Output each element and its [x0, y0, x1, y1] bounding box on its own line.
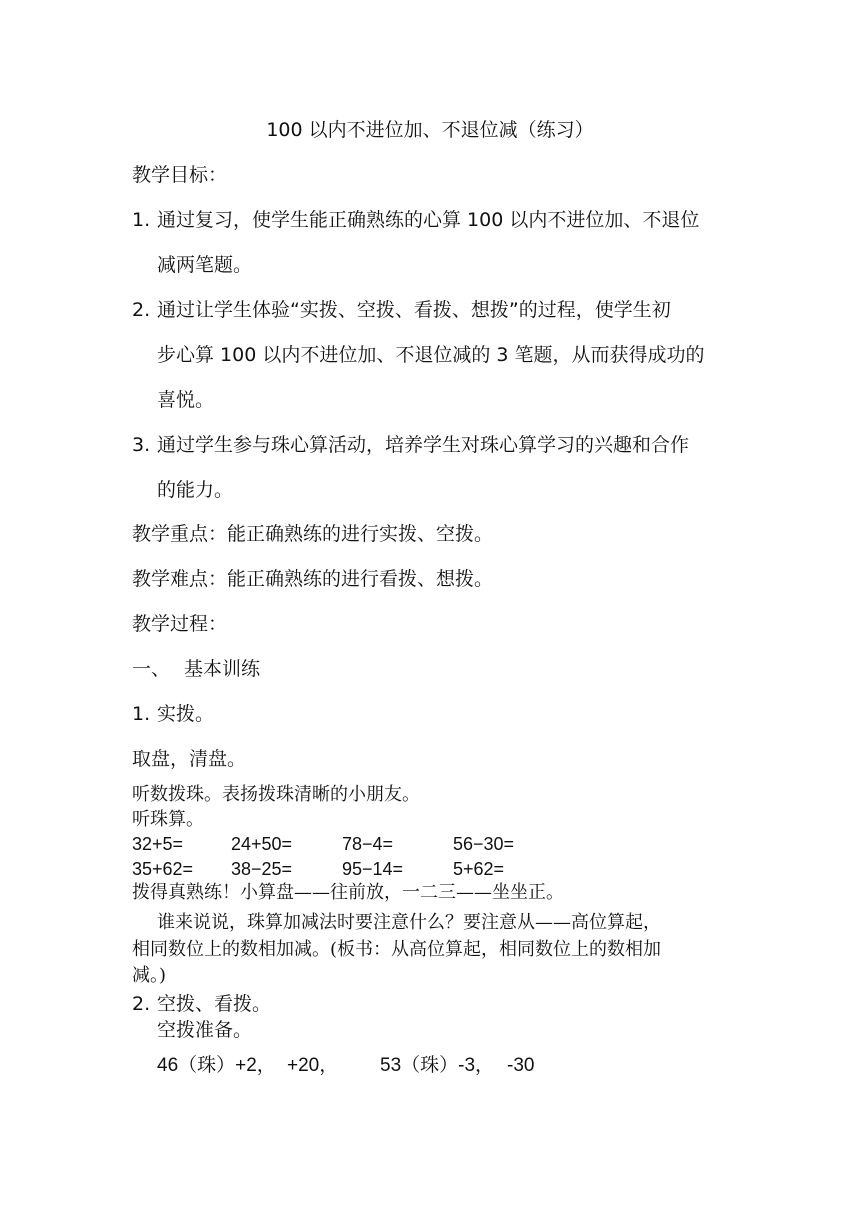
praise-text: 拨得真熟练！小算盘——往前放，一二三——坐坐正。 — [132, 882, 564, 903]
objective-2-number: 2. — [132, 299, 151, 321]
exercise-2-3: 95−14= — [342, 859, 404, 879]
exercise-2-1: 35+62= — [132, 859, 194, 879]
listen-beads-text: 听数拨珠。表扬拨珠清晰的小朋友。 — [132, 784, 420, 805]
objective-1-line-1: 通过复习，使学生能正确熟练的心算 100 以内不进位加、不退位 — [157, 209, 700, 231]
prep-text: 空拨准备。 — [157, 1019, 253, 1041]
objective-3-number: 3. — [132, 434, 151, 456]
discuss-line-2: 相同数位上的数相加减。(板书：从高位算起，相同数位上的数相加 — [132, 939, 662, 960]
objective-1-number: 1. — [132, 209, 151, 231]
objective-2-line-3: 喜悦。 — [157, 389, 215, 411]
objective-3-line-1: 通过学生参与珠心算活动，培养学生对珠心算学习的兴趣和合作 — [157, 434, 690, 456]
objective-2-line-1: 通过让学生体验“实拨、空拨、看拨、想拨”的过程，使学生初 — [157, 299, 671, 321]
exercise-1-3: 78−4= — [342, 834, 394, 854]
discuss-line-3: 减。) — [132, 965, 167, 986]
exercise-row-1 — [132, 832, 732, 856]
exercise-1-1: 32+5= — [132, 834, 184, 854]
objective-3-line-2: 的能力。 — [157, 479, 234, 501]
section-1-number: 一、 — [132, 658, 171, 680]
process-heading: 教学过程： — [132, 613, 228, 635]
exercise-row-2 — [132, 857, 732, 881]
objectives-heading: 教学目标： — [132, 164, 228, 186]
difficult-point: 教学难点：能正确熟练的进行看拨、想拨。 — [132, 568, 494, 590]
step-2-label: 空拨、看拨。 — [157, 993, 272, 1015]
key-point: 教学重点：能正确熟练的进行实拨、空拨。 — [132, 523, 494, 545]
beads-item-2: +20， — [287, 1055, 339, 1076]
exercise-2-2: 38−25= — [231, 859, 293, 879]
step-2-number: 2. — [132, 993, 151, 1015]
listen-calc-text: 听珠算。 — [132, 809, 204, 830]
section-1-label: 基本训练 — [184, 658, 261, 680]
document-title: 100 以内不进位加、不退位减（练习） — [266, 119, 594, 141]
objective-1-line-2: 减两笔题。 — [157, 254, 253, 276]
exercise-1-4: 56−30= — [453, 834, 515, 854]
exercise-1-2: 24+50= — [231, 834, 293, 854]
beads-item-4: -30 — [507, 1055, 535, 1076]
beads-item-1: 46（珠）+2， — [157, 1055, 276, 1076]
beads-item-3: 53（珠）-3， — [380, 1055, 495, 1076]
objective-2-line-2: 步心算 100 以内不进位加、不退位减的 3 笔题，从而获得成功的 — [157, 344, 705, 366]
discuss-line-1: 谁来说说，珠算加减法时要注意什么？要注意从——高位算起， — [157, 912, 661, 933]
step-1-number: 1. — [132, 703, 151, 725]
step-1-label: 实拨。 — [157, 703, 215, 725]
beads-line — [157, 1054, 717, 1078]
take-tray-text: 取盘，清盘。 — [132, 748, 247, 770]
exercise-2-4: 5+62= — [453, 859, 505, 879]
